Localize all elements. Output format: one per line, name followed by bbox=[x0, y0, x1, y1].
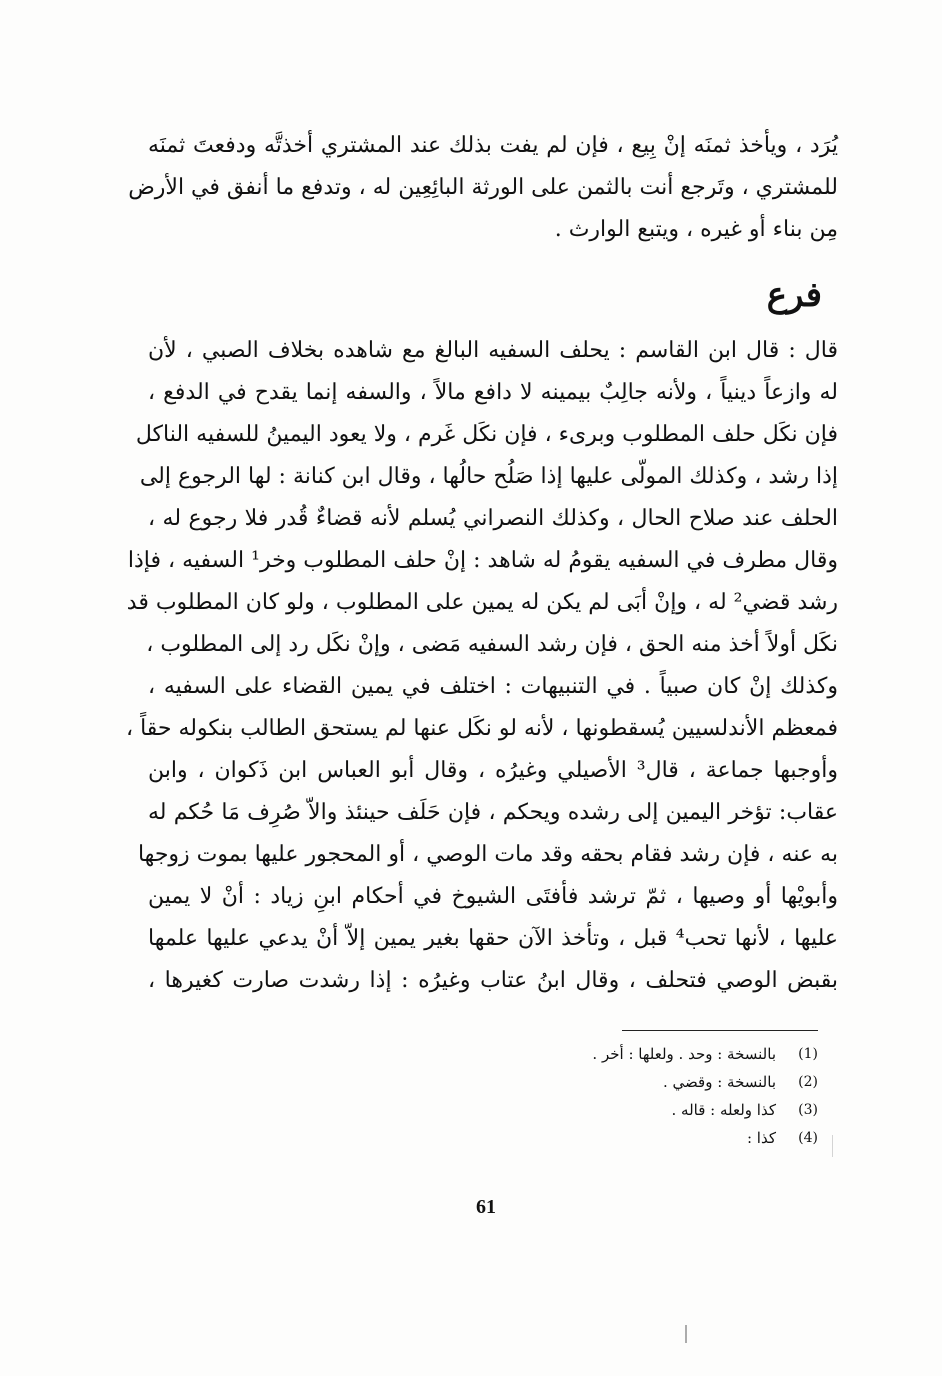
body-line: عقاب: تؤخر اليمين إلى رشده ويحكم ، فإن حَلَف حينئذ والاّ صُرِف مَا حُكم له bbox=[148, 800, 838, 825]
scan-mark bbox=[832, 1135, 833, 1157]
scan-mark bbox=[685, 1325, 687, 1343]
body-line: قال : قال ابن القاسم : يحلف السفيه البالغ مع شاهده بخلاف الصبي ، لأن bbox=[148, 338, 838, 363]
body-line: فمعظم الأندلسيين يُسقطونها ، لأنه لو نكَل عنها لم يستحق الطالب بنكوله حقاً ، bbox=[125, 716, 838, 741]
body-line: وكذلك إنْ كان صبياً . في التنبيهات : اختلف في يمين القضاء على السفيه ، bbox=[148, 674, 838, 699]
footnote-item bbox=[418, 1096, 818, 1124]
section-heading: فرع bbox=[766, 275, 822, 315]
intro-line: للمشتري ، وتَرجع أنت بالثمن على الورثة البائِعِين له ، وتدفع ما أنفق في الأرض bbox=[128, 175, 838, 200]
body-line: إذا رشد ، وكذلك المولّى عليها إذا صَلُح حالُها ، وقال ابن كنانة : لها الرجوع إلى bbox=[139, 464, 838, 489]
body-line: به عنه ، فإن رشد فقام بحقه وقد مات الوصي ، أو المحجور عليها بموت زوجها bbox=[137, 842, 838, 867]
body-line: بقبض الوصي فتحلف ، وقال ابنُ عتاب وغيرُه : إذا رشدت صارت كغيرها ، bbox=[148, 968, 838, 993]
body-line: وأوجبها جماعة ، قال³ الأصيلي وغيرُه ، وقال أبو العباس ابن ذَكوان ، وابن bbox=[148, 758, 838, 783]
footnote-item bbox=[418, 1068, 818, 1096]
body-line: وقال مطرف في السفيه يقومُ له شاهد : إنْ حلف المطلوب وخر¹ السفيه ، فإذا bbox=[127, 548, 838, 573]
body-paragraph bbox=[125, 330, 838, 1002]
footnote-number: (2) bbox=[798, 1074, 818, 1090]
body-line: رشد قضي² له ، وإنْ أبَى لم يكن له يمين على المطلوب ، ولو كان المطلوب قد bbox=[126, 590, 838, 615]
page-number: 61 bbox=[476, 1196, 496, 1218]
footnote-text: كذا ولعله : قاله . bbox=[671, 1101, 776, 1119]
footnote-item bbox=[418, 1124, 818, 1152]
intro-line: مِن بناء أو غيره ، ويتبع الوارث . bbox=[554, 217, 838, 242]
footnote-text: بالنسخة : وقضي . bbox=[663, 1073, 776, 1091]
footnote-number: (3) bbox=[798, 1102, 818, 1118]
footnote-divider bbox=[622, 1030, 818, 1031]
footnote-item bbox=[418, 1040, 818, 1068]
body-line: نكَل أولاً أخذ منه الحق ، فإن رشد السفيه مَضى ، وإنْ نكَل رد إلى المطلوب ، bbox=[146, 632, 838, 657]
intro-line: يُرَد ، ويأخذ ثمنَه إنْ بِيع ، فإن لم يفت بذلك عند المشتري أخذتَّه ودفعتَ ثمنَه bbox=[148, 133, 838, 158]
footnote-text: كذا : bbox=[746, 1129, 776, 1147]
body-line: عليها ، لأنها تحب⁴ قبل ، وتأخذ الآن حقها بغير يمين إلاّ أنْ يدعي عليها علمها bbox=[148, 926, 838, 951]
body-line: الحلف عند صلاح الحال ، وكذلك النصراني يُسلم لأنه قضاءٌ قُدر فلا رجوع له ، bbox=[148, 506, 838, 531]
footnote-number: (1) bbox=[798, 1046, 818, 1062]
footnotes bbox=[418, 1040, 818, 1152]
intro-paragraph bbox=[128, 125, 838, 251]
footnote-number: (4) bbox=[798, 1130, 818, 1146]
footnote-text: بالنسخة : وحد . ولعلها : أخر . bbox=[592, 1045, 776, 1063]
body-line: له وازعاً دينياً ، ولأنه جالِبٌ بيمينه لا دافع مالاً ، والسفه إنما يقدح في الدفع ، bbox=[148, 380, 838, 405]
body-line: فإن نكَل حلف المطلوب وبرىء ، فإن نكَل غَرم ، ولا يعود اليمينُ للسفيه الناكل bbox=[135, 422, 838, 447]
body-line: وأبويْها أو وصيها ، ثمّ ترشد فأفتَى الشيوخ في أحكام ابنِ زياد : أنْ لا يمين bbox=[148, 884, 838, 909]
